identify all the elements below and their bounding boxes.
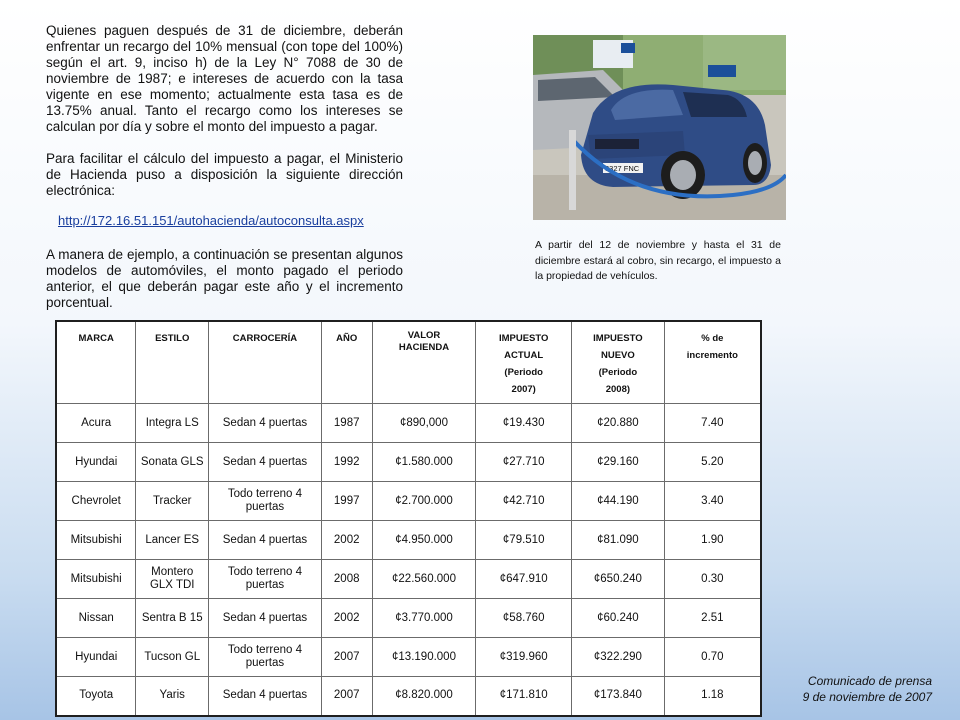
cell-estilo: Tucson GL [136, 638, 209, 677]
cell-actual: ¢171.810 [476, 677, 572, 716]
header-anio: AÑO [321, 321, 372, 404]
cell-valor: ¢4.950.000 [372, 521, 476, 560]
cell-nuevo: ¢650.240 [572, 560, 665, 599]
cell-marca: Mitsubishi [56, 521, 136, 560]
table-row [56, 404, 761, 443]
header-impuesto-actual: IMPUESTO ACTUAL (Periodo 2007) [476, 321, 572, 404]
cell-estilo: Sentra B 15 [136, 599, 209, 638]
cell-incremento: 1.18 [664, 677, 761, 716]
cell-estilo: Tracker [136, 482, 209, 521]
cell-incremento: 5.20 [664, 443, 761, 482]
cell-valor: ¢3.770.000 [372, 599, 476, 638]
cell-carroceria: Sedan 4 puertas [209, 677, 322, 716]
cell-nuevo: ¢29.160 [572, 443, 665, 482]
header-estilo: ESTILO [136, 321, 209, 404]
cell-nuevo: ¢60.240 [572, 599, 665, 638]
cell-actual: ¢647.910 [476, 560, 572, 599]
cell-anio: 2007 [321, 677, 372, 716]
press-release-footer [803, 673, 932, 705]
table-row [56, 482, 761, 521]
cell-anio: 2008 [321, 560, 372, 599]
paragraph-surcharge: Quienes paguen después de 31 de diciembre, deberán enfrentar un recargo del 10% mensual (con tope del 100%) según el art. 9, inciso h) de la Ley N° 7088 de 30 de noviembre de 1987; e intereses de acuerdo con la tasa vigente en ese momento; actualmente esta tasa es de 13.75% anual. Tanto el recargo como los intereses se calculan por día y sobre el monto del impuesto a pagar. [46, 23, 403, 134]
cell-carroceria: Sedan 4 puertas [209, 404, 322, 443]
cell-anio: 2002 [321, 521, 372, 560]
cell-anio: 1997 [321, 482, 372, 521]
table-header-row [56, 321, 761, 404]
header-valor-hacienda: VALOR HACIENDA [372, 321, 476, 404]
table-row [56, 638, 761, 677]
cell-nuevo: ¢81.090 [572, 521, 665, 560]
cell-nuevo: ¢44.190 [572, 482, 665, 521]
cell-incremento: 1.90 [664, 521, 761, 560]
cell-estilo: Montero GLX TDI [136, 560, 209, 599]
cell-nuevo: ¢173.840 [572, 677, 665, 716]
header-carroceria: CARROCERÍA [209, 321, 322, 404]
cell-valor: ¢8.820.000 [372, 677, 476, 716]
table-row [56, 677, 761, 716]
cell-estilo: Yaris [136, 677, 209, 716]
cell-valor: ¢1.580.000 [372, 443, 476, 482]
cell-incremento: 3.40 [664, 482, 761, 521]
footer-title: Comunicado de prensa [807, 674, 932, 688]
footer-date: 9 de noviembre de 2007 [802, 690, 932, 704]
car-photo [533, 35, 786, 220]
paragraph-examples: A manera de ejemplo, a continuación se presentan algunos modelos de automóviles, el monto pagado el periodo anterior, el que deberán pagar este año y el incremento porcentual. [46, 247, 403, 310]
cell-marca: Hyundai [56, 443, 136, 482]
cell-carroceria: Sedan 4 puertas [209, 599, 322, 638]
cell-actual: ¢27.710 [476, 443, 572, 482]
cell-carroceria: Sedan 4 puertas [209, 443, 322, 482]
cell-estilo: Integra LS [136, 404, 209, 443]
table-row [56, 443, 761, 482]
cell-marca: Hyundai [56, 638, 136, 677]
cell-actual: ¢79.510 [476, 521, 572, 560]
cell-actual: ¢19.430 [476, 404, 572, 443]
cell-carroceria: Todo terreno 4 puertas [209, 482, 322, 521]
cell-marca: Nissan [56, 599, 136, 638]
cell-anio: 1992 [321, 443, 372, 482]
cell-carroceria: Todo terreno 4 puertas [209, 560, 322, 599]
header-impuesto-nuevo: IMPUESTO NUEVO (Periodo 2008) [572, 321, 665, 404]
cell-anio: 1987 [321, 404, 372, 443]
paragraph-calculator: Para facilitar el cálculo del impuesto a pagar, el Ministerio de Hacienda puso a disposición la siguiente dirección electrónica: [46, 151, 403, 198]
car-photo-illustration [533, 35, 786, 220]
cell-valor: ¢2.700.000 [372, 482, 476, 521]
cell-incremento: 7.40 [664, 404, 761, 443]
cell-incremento: 2.51 [664, 599, 761, 638]
cell-marca: Toyota [56, 677, 136, 716]
cell-nuevo: ¢20.880 [572, 404, 665, 443]
cell-valor: ¢13.190.000 [372, 638, 476, 677]
cell-marca: Chevrolet [56, 482, 136, 521]
cell-incremento: 0.30 [664, 560, 761, 599]
cell-valor: ¢22.560.000 [372, 560, 476, 599]
license-plate: 8327 FNC [605, 164, 640, 173]
table-row [56, 521, 761, 560]
vehicle-tax-table [55, 320, 762, 717]
autoconsulta-link[interactable]: http://172.16.51.151/autohacienda/autoconsulta.aspx [58, 213, 364, 228]
table-row [56, 560, 761, 599]
cell-anio: 2002 [321, 599, 372, 638]
header-incremento: % de incremento [664, 321, 761, 404]
cell-valor: ¢890,000 [372, 404, 476, 443]
cell-marca: Mitsubishi [56, 560, 136, 599]
cell-incremento: 0.70 [664, 638, 761, 677]
cell-carroceria: Sedan 4 puertas [209, 521, 322, 560]
photo-caption: A partir del 12 de noviembre y hasta el 31 de diciembre estará al cobro, sin recargo, el impuesto a la propiedad de vehículos. [535, 239, 781, 282]
cell-estilo: Sonata GLS [136, 443, 209, 482]
cell-marca: Acura [56, 404, 136, 443]
cell-nuevo: ¢322.290 [572, 638, 665, 677]
cell-carroceria: Todo terreno 4 puertas [209, 638, 322, 677]
table-row [56, 599, 761, 638]
header-marca: MARCA [56, 321, 136, 404]
cell-anio: 2007 [321, 638, 372, 677]
cell-estilo: Lancer ES [136, 521, 209, 560]
cell-actual: ¢319.960 [476, 638, 572, 677]
cell-actual: ¢58.760 [476, 599, 572, 638]
cell-actual: ¢42.710 [476, 482, 572, 521]
